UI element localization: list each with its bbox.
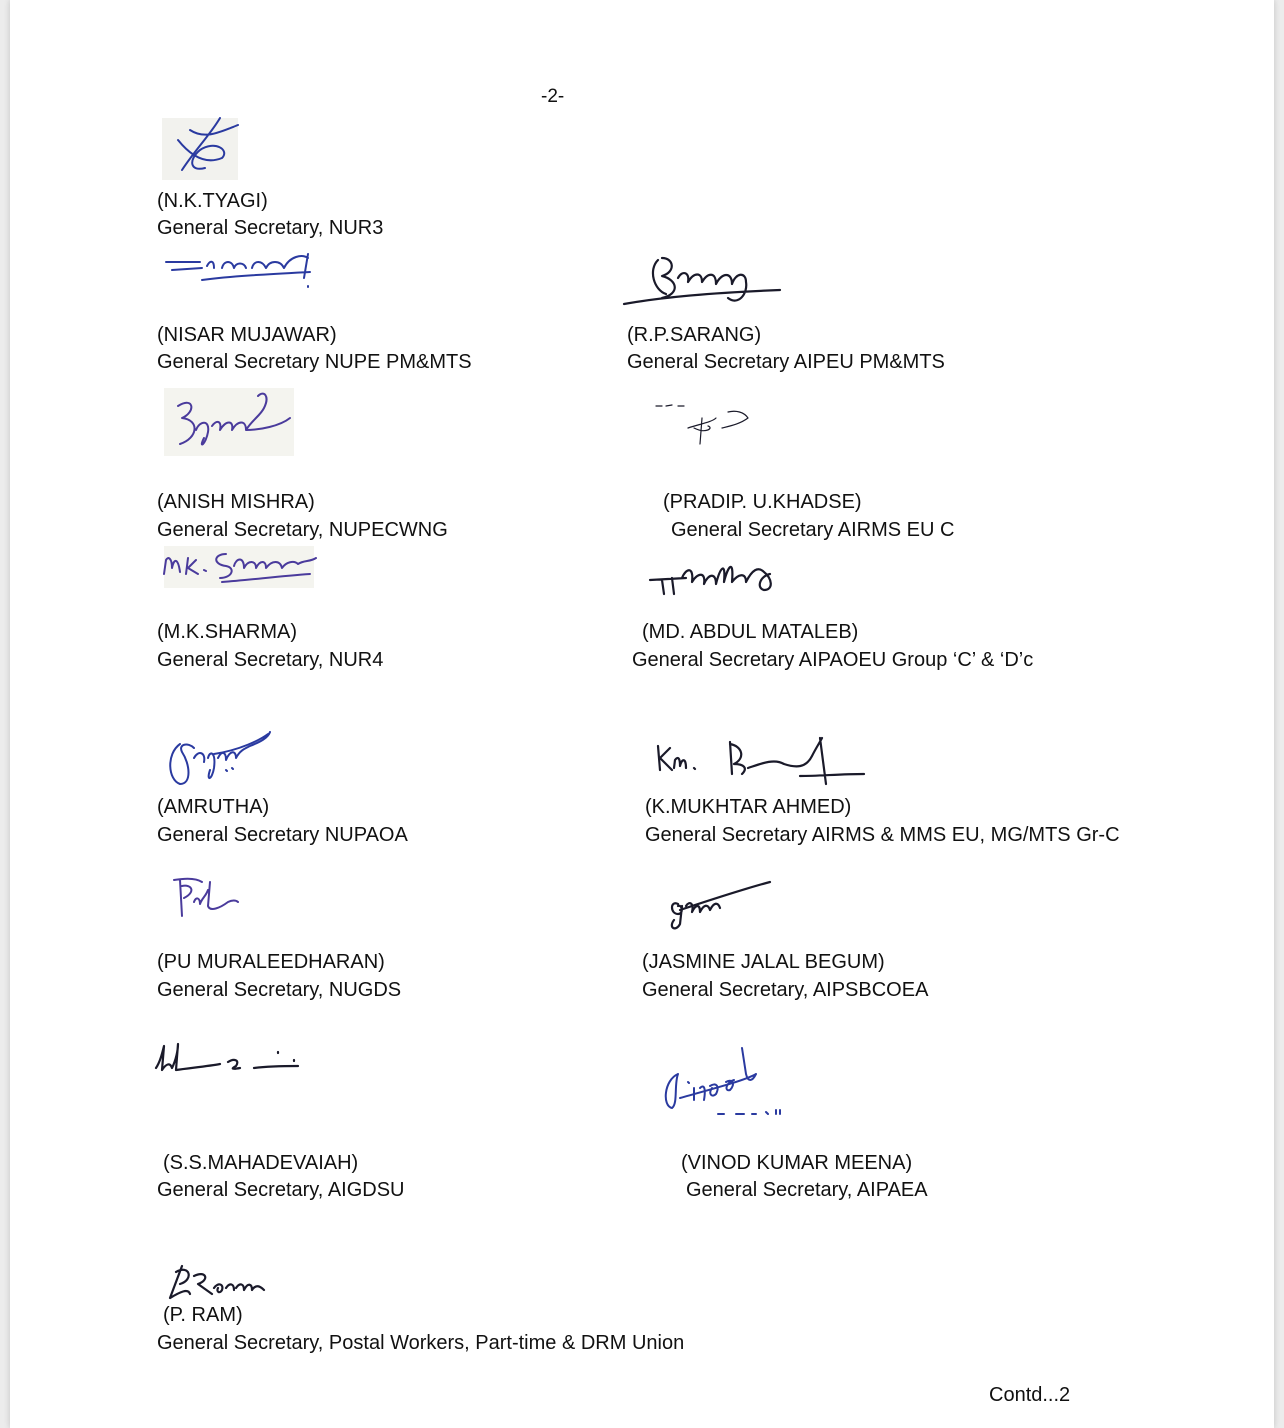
title-khadse: General Secretary AIRMS EU C: [671, 519, 955, 541]
signature-khadse: [650, 398, 750, 448]
signature-mataleb: [646, 554, 796, 599]
signature-mishra: [160, 386, 300, 458]
title-sharma: General Secretary, NUR4: [157, 649, 384, 671]
title-amrutha: General Secretary NUPAOA: [157, 824, 408, 846]
title-sarang: General Secretary AIPEU PM&MTS: [627, 351, 945, 373]
signature-mujawar: [162, 248, 322, 293]
name-mishra: (ANISH MISHRA): [157, 491, 315, 513]
name-ram: (P. RAM): [163, 1304, 243, 1326]
document-page: [10, 0, 1274, 1428]
page-number: -2-: [541, 86, 565, 107]
signature-mahadevaiah: [150, 1040, 310, 1080]
signature-tyagi: [160, 110, 250, 185]
signature-ram: [160, 1262, 270, 1304]
signature-ahmed: [650, 734, 870, 789]
name-tyagi: (N.K.TYAGI): [157, 190, 268, 212]
title-mataleb: General Secretary AIPAOEU Group ‘C’ & ‘D’c: [632, 649, 1034, 671]
title-meena: General Secretary, AIPAEA: [686, 1179, 928, 1201]
title-ahmed: General Secretary AIRMS & MMS EU, MG/MTS Gr-C: [645, 824, 1120, 846]
name-mahadevaiah: (S.S.MAHADEVAIAH): [163, 1152, 359, 1174]
signature-muraleedharan: [166, 872, 246, 922]
name-muraleedharan: (PU MURALEEDHARAN): [157, 951, 385, 973]
signature-sharma: [160, 546, 320, 591]
title-mishra: General Secretary, NUPECWNG: [157, 519, 448, 541]
name-sharma: (M.K.SHARMA): [157, 621, 297, 643]
name-ahmed: (K.MUKHTAR AHMED): [645, 796, 852, 818]
title-muraleedharan: General Secretary, NUGDS: [157, 979, 402, 1001]
name-mataleb: (MD. ABDUL MATALEB): [642, 621, 859, 643]
name-sarang: (R.P.SARANG): [627, 324, 762, 346]
name-khadse: (PRADIP. U.KHADSE): [663, 491, 862, 513]
signature-begum: [660, 876, 780, 936]
name-meena: (VINOD KUMAR MEENA): [681, 1152, 913, 1174]
title-mahadevaiah: General Secretary, AIGDSU: [157, 1179, 405, 1201]
name-mujawar: (NISAR MUJAWAR): [157, 324, 337, 346]
name-amrutha: (AMRUTHA): [157, 796, 270, 818]
signature-meena: [656, 1044, 836, 1119]
title-tyagi: General Secretary, NUR3: [157, 217, 384, 239]
signature-amrutha: [160, 724, 280, 790]
signature-sarang: [618, 250, 788, 315]
name-begum: (JASMINE JALAL BEGUM): [642, 951, 885, 973]
title-ram: General Secretary, Postal Workers, Part-time & DRM Union: [157, 1332, 685, 1354]
continued-note: Contd...2: [989, 1384, 1071, 1406]
title-mujawar: General Secretary NUPE PM&MTS: [157, 351, 472, 373]
title-begum: General Secretary, AIPSBCOEA: [642, 979, 929, 1001]
